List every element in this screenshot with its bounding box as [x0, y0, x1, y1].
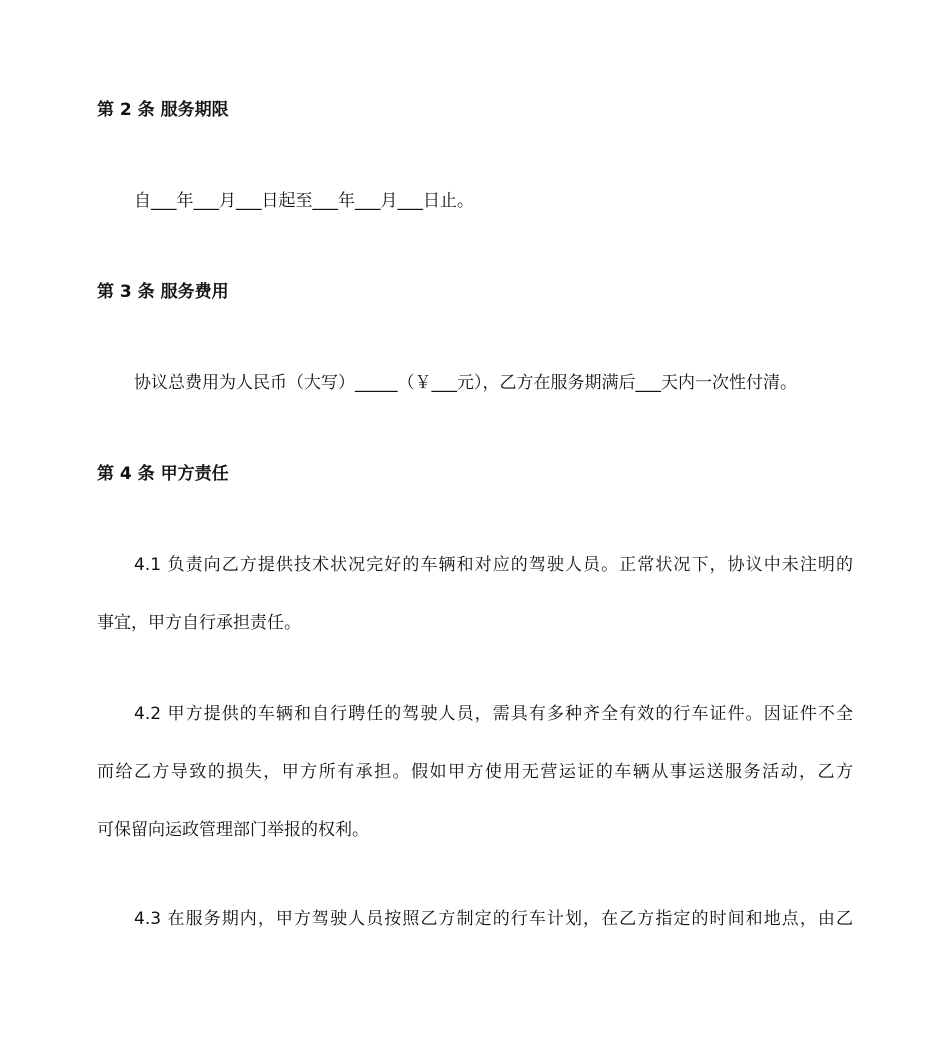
clause-4-2-line-3: 可保留向运政管理部门举报的权利。	[97, 820, 369, 840]
clause-4-3-line-1: 4.3 在服务期内，甲方驾驶人员按照乙方制定的行车计划，在乙方指定的时间和地点，由乙	[134, 909, 853, 929]
service-period-text: 自___年___月___日起至___年___月___日止。	[134, 191, 474, 211]
section-heading-2: 第 2 条 服务期限	[97, 100, 229, 120]
clause-4-2-line-2: 而给乙方导致的损失，甲方所有承担。假如甲方使用无营运证的车辆从事运送服务活动，乙方	[97, 762, 853, 782]
clause-4-1-line-1: 4.1 负责向乙方提供技术状况完好的车辆和对应的驾驶人员。正常状况下，协议中未注明的	[134, 555, 853, 575]
service-fee-text: 协议总费用为人民币（大写）_____（￥___元），乙方在服务期满后___天内一次性付清。	[134, 373, 797, 393]
section-heading-3: 第 3 条 服务费用	[97, 282, 229, 302]
clause-4-1-line-2: 事宜，甲方自行承担责任。	[97, 613, 301, 633]
clause-4-2-line-1: 4.2 甲方提供的车辆和自行聘任的驾驶人员，需具有多种齐全有效的行车证件。因证件不全	[134, 704, 853, 724]
section-heading-4: 第 4 条 甲方责任	[97, 464, 229, 484]
